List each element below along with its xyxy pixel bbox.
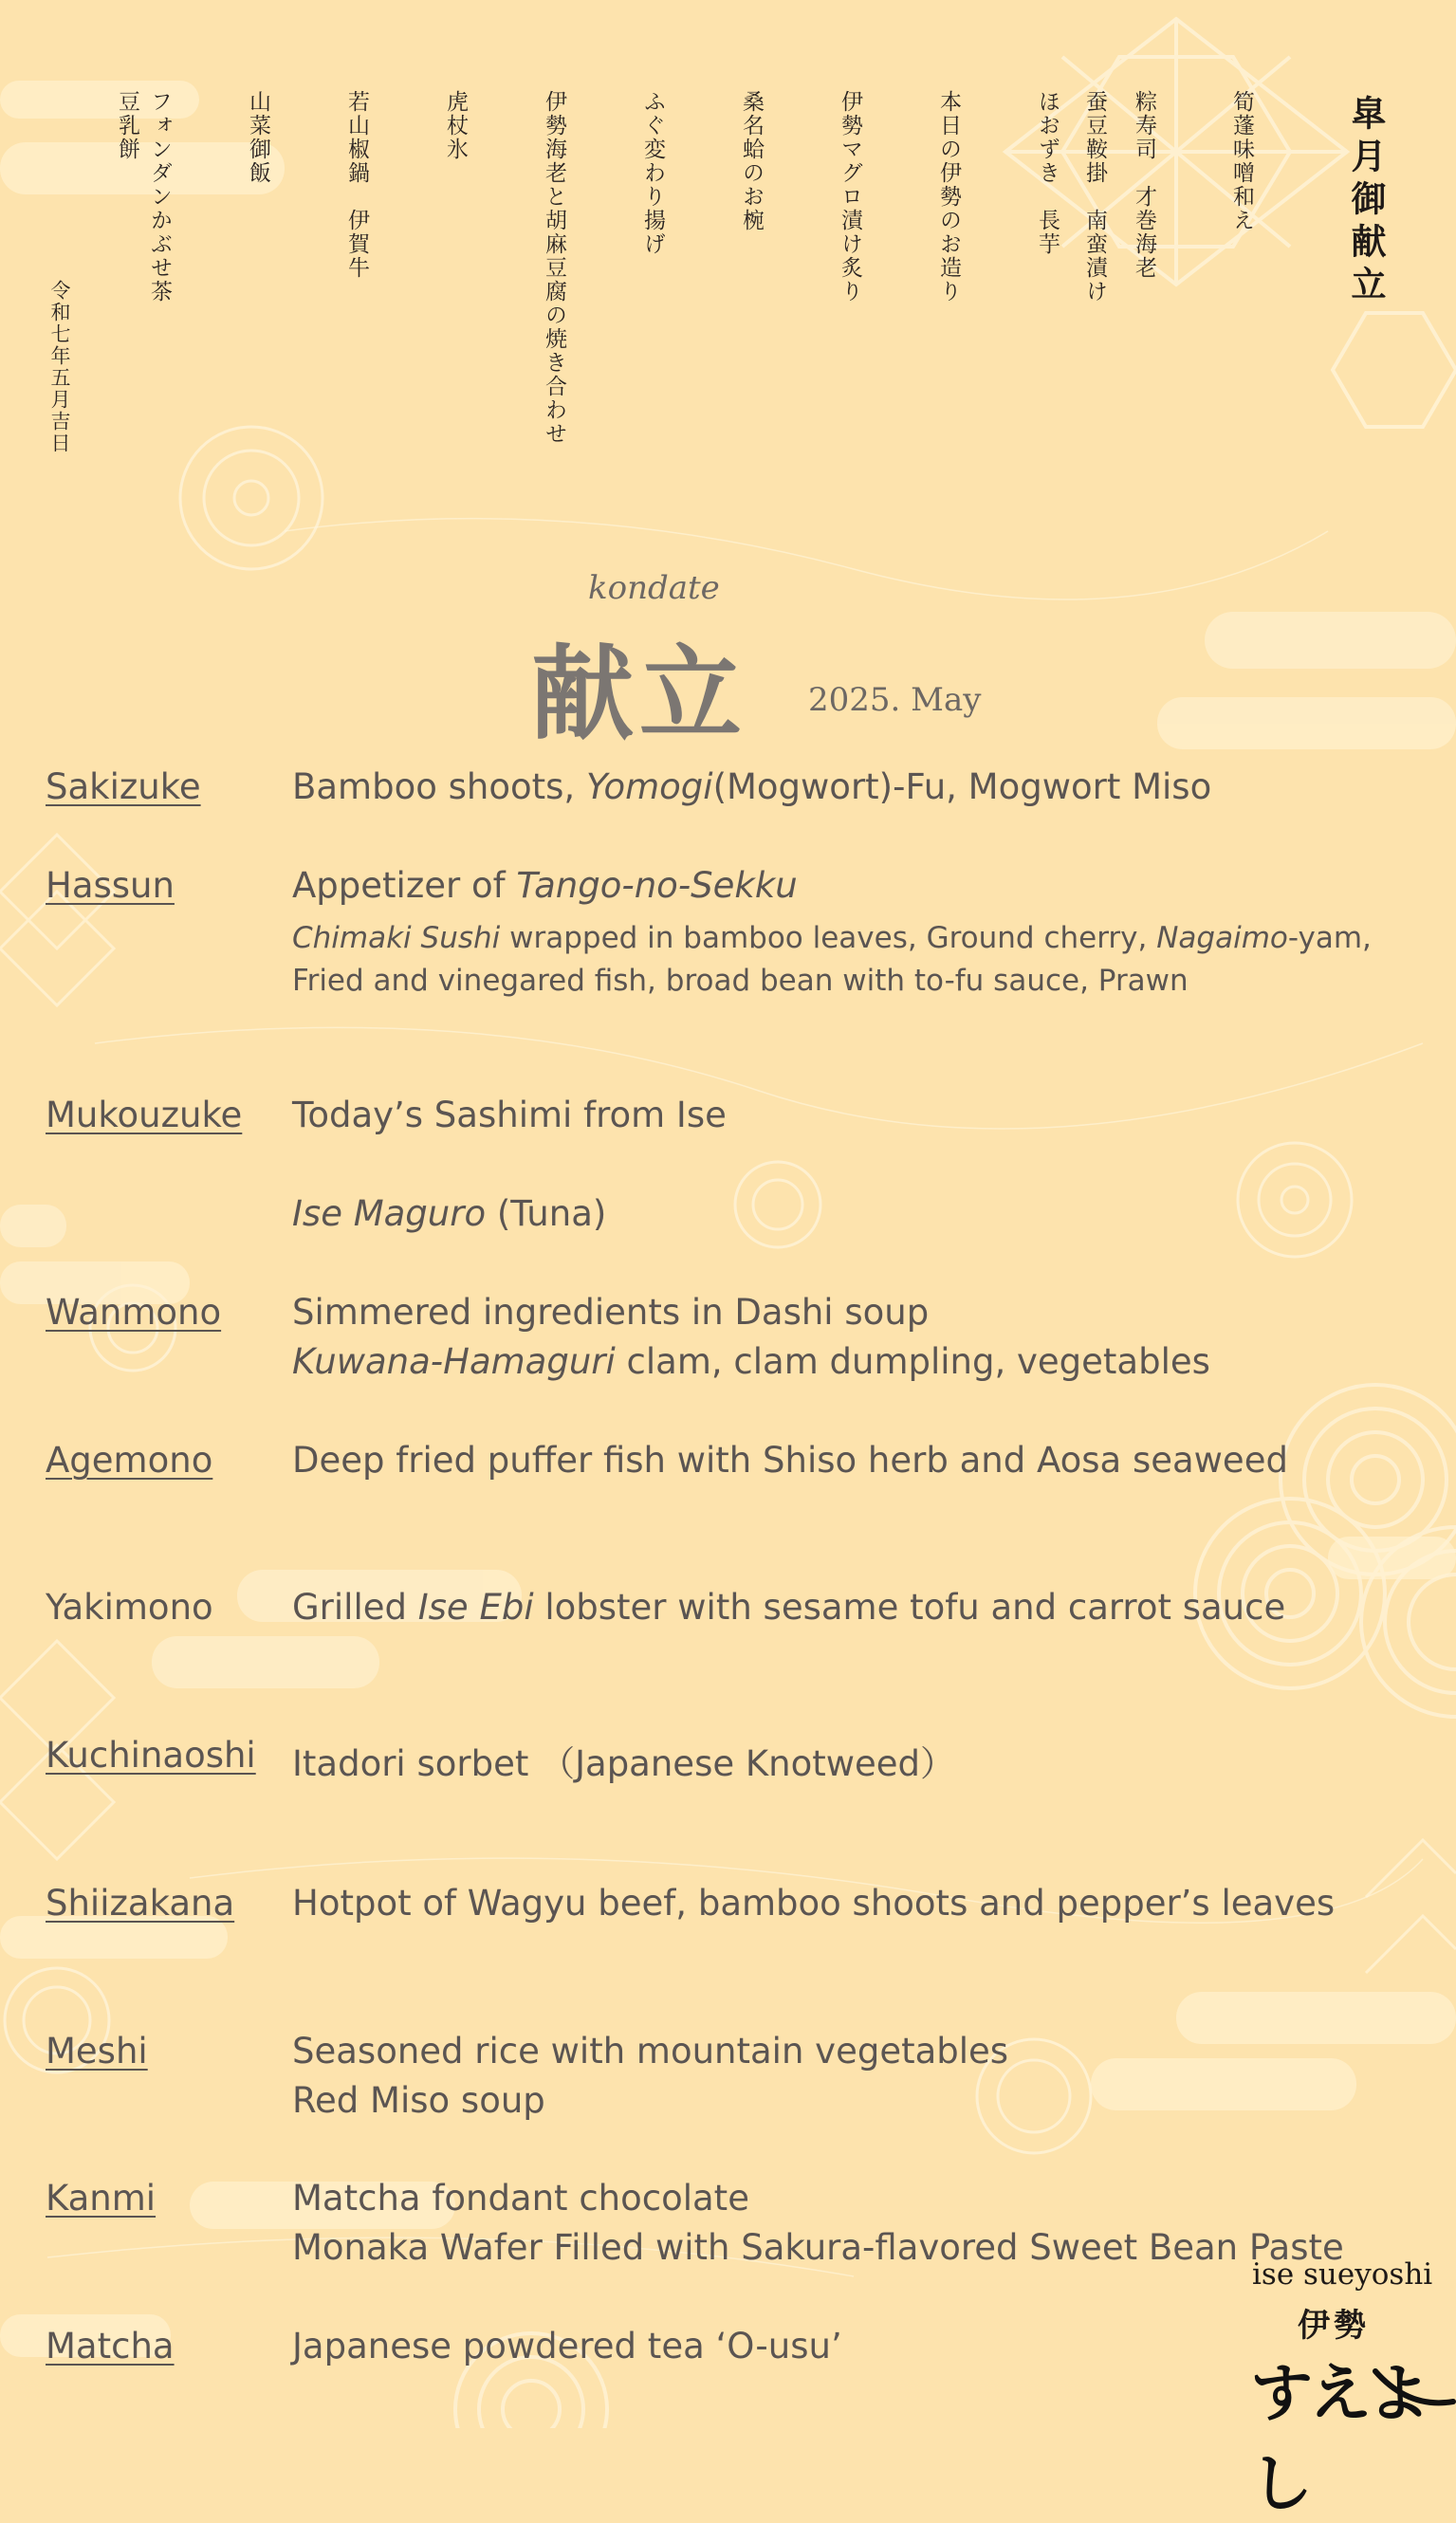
japanese-menu-item: 蚕豆鞍掛 南蛮漬け	[1082, 90, 1107, 304]
course-description: Matcha fondant chocolate	[292, 2178, 749, 2219]
japanese-menu-item: 桑名蛤のお椀	[739, 90, 764, 232]
japanese-menu-item: ふぐ変わり揚げ	[640, 90, 665, 256]
course-description: Itadori sorbet （Japanese Knotweed）	[292, 1743, 956, 1784]
japanese-menu-item: 筍蓬味噌和え	[1229, 90, 1254, 232]
course-detail: Red Miso soup	[292, 2080, 545, 2121]
kondate-romaji: kondate	[588, 569, 720, 607]
menu-date: 2025. May	[808, 681, 982, 719]
course-description: Bamboo shoots, Yomogi(Mogwort)-Fu, Mogwort Miso	[292, 766, 1212, 807]
course-description: Appetizer of Tango-no-Sekku	[292, 865, 798, 906]
course-description: Today’s Sashimi from Ise	[292, 1095, 727, 1135]
japanese-menu-item: 虎杖氷	[443, 90, 468, 161]
logo-japanese: 伊勢	[1298, 2307, 1370, 2345]
japanese-menu-title: 皐月御献立	[1345, 95, 1387, 308]
course-description: Grilled Ise Ebi lobster with sesame tofu and carrot sauce	[292, 1587, 1286, 1628]
course-label: Shiizakana	[46, 1883, 235, 1924]
japanese-menu-item: 伊勢マグロ漬け炙り	[838, 90, 862, 304]
course-label: Kuchinaoshi	[46, 1735, 256, 1776]
japanese-menu-item: 粽寿司 才巻海老	[1132, 90, 1156, 280]
course-detail: Monaka Wafer Filled with Sakura-flavored Sweet Bean Paste	[292, 2227, 1344, 2268]
logo-script: すえよし	[1250, 2356, 1427, 2520]
japanese-menu-date: 令和七年五月吉日	[48, 280, 71, 454]
course-description: Deep fried puffer fish with Shiso herb and Aosa seaweed	[292, 1440, 1288, 1481]
course-description: Japanese powdered tea ‘O-usu’	[292, 2326, 842, 2366]
course-detail: Fried and vinegared fish, broad bean with to-fu sauce, Prawn	[292, 964, 1189, 998]
japanese-menu-item: 豆乳餅	[115, 90, 139, 161]
course-label: Yakimono	[46, 1587, 213, 1628]
course-label: Agemono	[46, 1440, 213, 1481]
logo-swoosh-icon	[1233, 2343, 1456, 2428]
course-label: Mukouzuke	[46, 1095, 243, 1135]
japanese-menu-item: 伊勢海老と胡麻豆腐の焼き合わせ	[542, 90, 566, 446]
course-label: Kanmi	[46, 2178, 157, 2219]
japanese-menu-item: フォンダンかぶせ茶	[147, 90, 172, 304]
course-label: Meshi	[46, 2031, 148, 2072]
course-label: Matcha	[46, 2326, 175, 2366]
course-description: Hotpot of Wagyu beef, bamboo shoots and pepper’s leaves	[292, 1883, 1336, 1924]
course-detail: Ise Maguro (Tuna)	[292, 1193, 607, 1234]
logo-english: ise sueyoshi	[1252, 2257, 1433, 2292]
course-detail: Kuwana-Hamaguri clam, clam dumpling, vegetables	[292, 1341, 1210, 1382]
course-label: Hassun	[46, 865, 175, 906]
japanese-menu-item: ほおずき 長芋	[1035, 90, 1060, 256]
course-label: Wanmono	[46, 1292, 222, 1333]
course-label: Sakizuke	[46, 766, 201, 807]
course-description: Seasoned rice with mountain vegetables	[292, 2031, 1009, 2072]
course-detail: Chimaki Sushi wrapped in bamboo leaves, Ground cherry, Nagaimo-yam,	[292, 921, 1372, 955]
course-description: Simmered ingredients in Dashi soup	[292, 1292, 930, 1333]
japanese-menu-item: 本日の伊勢のお造り	[936, 90, 961, 304]
japanese-menu-item: 若山椒鍋 伊賀牛	[344, 90, 369, 280]
japanese-menu-item: 山菜御飯	[246, 90, 270, 185]
kondate-title: 献立	[531, 635, 748, 754]
